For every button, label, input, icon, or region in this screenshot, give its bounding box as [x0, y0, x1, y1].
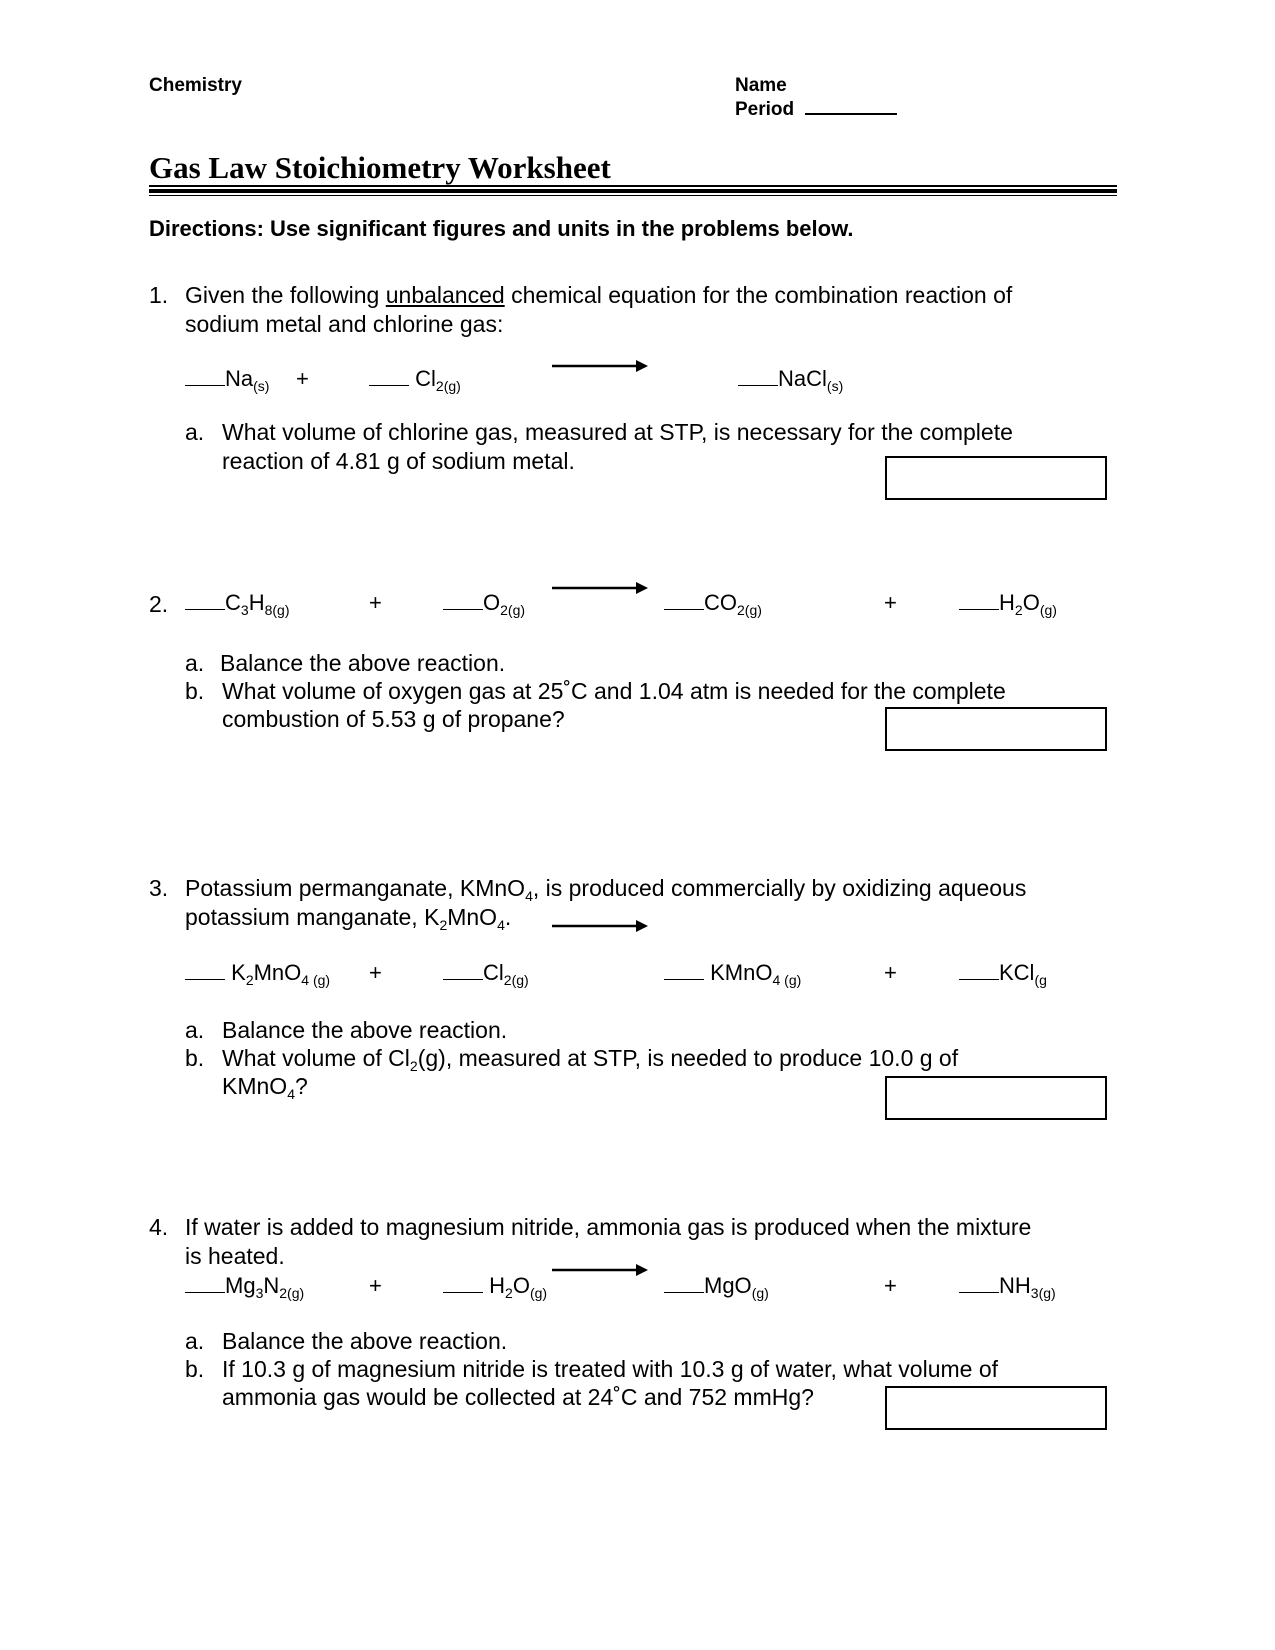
- q4-line1: If water is added to magnesium nitride, ammonia gas is produced when the mixture: [185, 1214, 1032, 1240]
- q1-answer-box[interactable]: [885, 456, 1107, 500]
- q3-number: 3.: [149, 875, 169, 901]
- q3-b-label: b.: [185, 1045, 205, 1071]
- title-rule-3: [149, 195, 1117, 196]
- q4-eq-nh3: $NH_{3(g)}$: [959, 1273, 1056, 1299]
- q1-eq-nacl: NaCl$_{(s)}$: [738, 366, 843, 392]
- coefficient-blank[interactable]: [664, 1291, 704, 1293]
- coefficient-blank[interactable]: [959, 1291, 999, 1293]
- q3-answer-box[interactable]: [885, 1076, 1107, 1120]
- q1-eq-plus: +: [296, 366, 309, 391]
- q3-b-line2: KMnO$_4$?: [222, 1073, 308, 1102]
- q2-eq-propane: $C_3H_{8(g)}$: [185, 590, 289, 616]
- q3-b-line1: What volume of $Cl_2(g)$, measured at STP, is needed to produce 10.0 g of: [222, 1045, 959, 1074]
- coefficient-blank[interactable]: [369, 384, 409, 386]
- q4-eq-mg3n2: $Mg_3N_{2(g)}$: [185, 1273, 304, 1299]
- reaction-arrow-icon: [552, 359, 648, 373]
- reaction-arrow-icon: [552, 581, 648, 595]
- worksheet-title: Gas Law Stoichiometry Worksheet: [149, 150, 611, 185]
- reaction-arrow-icon: [552, 1263, 648, 1277]
- q3-a-label: a.: [185, 1017, 205, 1043]
- coefficient-blank[interactable]: [443, 608, 483, 610]
- directions-text: Directions: Use significant figures and units in the problems below.: [149, 216, 854, 241]
- q4-eq-water: $H_2O_{(g)}$: [443, 1273, 547, 1299]
- q2-b-label: b.: [185, 678, 205, 704]
- q2-eq-plus2: +: [884, 590, 897, 615]
- q1-text-before: Given the following: [185, 282, 386, 308]
- subject-label: Chemistry: [149, 75, 242, 96]
- q2-eq-co2: $CO_{2(g)}$: [664, 590, 762, 616]
- q4-line2: is heated.: [185, 1243, 285, 1269]
- period-blank-line[interactable]: [805, 113, 897, 115]
- q1-number: 1.: [149, 282, 169, 308]
- q2-b-line1: What volume of oxygen gas at 25˚C and 1.04 atm is needed for the complete: [222, 678, 1006, 704]
- q1-text-line2: sodium metal and chlorine gas:: [185, 311, 504, 337]
- q1-eq-na: $Na_{(s)}$: [185, 366, 269, 392]
- q1-a-line2: reaction of 4.81 g of sodium metal.: [222, 448, 575, 474]
- q3-a-text: Balance the above reaction.: [222, 1017, 508, 1043]
- coefficient-blank[interactable]: [443, 978, 483, 980]
- q2-answer-box[interactable]: [885, 707, 1107, 751]
- coefficient-blank[interactable]: [738, 384, 778, 386]
- q4-eq-plus1: +: [369, 1273, 382, 1298]
- coefficient-blank[interactable]: [443, 1291, 483, 1293]
- coefficient-blank[interactable]: [185, 978, 225, 980]
- q3-line1: Potassium permanganate, KMnO$_4$, is produced commercially by oxidizing aqueous: [185, 875, 1027, 904]
- q2-a-text: Balance the above reaction.: [220, 650, 506, 676]
- q1-text-line1: [185, 281, 1012, 310]
- q1-underlined-word: unbalanced: [385, 282, 505, 308]
- coefficient-blank[interactable]: [185, 1291, 225, 1293]
- q2-eq-plus1: +: [369, 590, 382, 615]
- q3-eq-plus1: +: [369, 960, 382, 985]
- q3-eq-kmno4: KMnO$_{4 (g)}$: [664, 960, 801, 986]
- reaction-arrow-icon: [552, 919, 648, 933]
- q1-text-after: chemical equation for the combination reaction of: [504, 282, 1013, 308]
- q3-eq-kcl: KCl$_{(g}$: [959, 960, 1047, 986]
- coefficient-blank[interactable]: [185, 608, 225, 610]
- q4-eq-mgo: MgO$_{(g)}$: [664, 1273, 769, 1299]
- q4-b-label: b.: [185, 1356, 205, 1382]
- title-rule-1: [149, 185, 1117, 187]
- q2-eq-oxygen: $O_{2(g)}$: [443, 590, 525, 616]
- coefficient-blank[interactable]: [959, 608, 999, 610]
- q3-line2: potassium manganate, $K_2MnO_4$.: [185, 904, 512, 933]
- coefficient-blank[interactable]: [959, 978, 999, 980]
- coefficient-blank[interactable]: [664, 978, 704, 980]
- q3-eq-plus2: +: [884, 960, 897, 985]
- coefficient-blank[interactable]: [185, 384, 225, 386]
- title-rule-2: [149, 189, 1117, 193]
- period-field: [735, 99, 897, 121]
- period-label: Period: [735, 99, 795, 120]
- q4-a-label: a.: [185, 1328, 205, 1354]
- q4-number: 4.: [149, 1214, 169, 1240]
- q2-eq-water: $H_2O_{(g)}$: [959, 590, 1057, 616]
- q2-b-line2: combustion of 5.53 g of propane?: [222, 706, 565, 732]
- q1-eq-cl2: $Cl_{2(g)}$: [369, 366, 461, 392]
- q4-b-line1: If 10.3 g of magnesium nitride is treated with 10.3 g of water, what volume of: [222, 1356, 999, 1382]
- q3-eq-k2mno4: $K_2MnO_{4 (g)}$: [185, 960, 330, 986]
- name-label: Name: [735, 75, 787, 96]
- q2-number: 2.: [149, 591, 169, 617]
- q4-b-line2: ammonia gas would be collected at 24˚C and 752 mmHg?: [222, 1384, 814, 1410]
- q4-answer-box[interactable]: [885, 1386, 1107, 1430]
- q4-a-text: Balance the above reaction.: [222, 1328, 508, 1354]
- q3-eq-cl2: $Cl_{2(g)}$: [443, 960, 529, 986]
- q1-a-label: a.: [185, 419, 205, 445]
- q1-a-line1: What volume of chlorine gas, measured at STP, is necessary for the complete: [222, 419, 1013, 445]
- coefficient-blank[interactable]: [664, 608, 704, 610]
- q4-eq-plus2: +: [884, 1273, 897, 1298]
- q2-a-label: a.: [185, 650, 205, 676]
